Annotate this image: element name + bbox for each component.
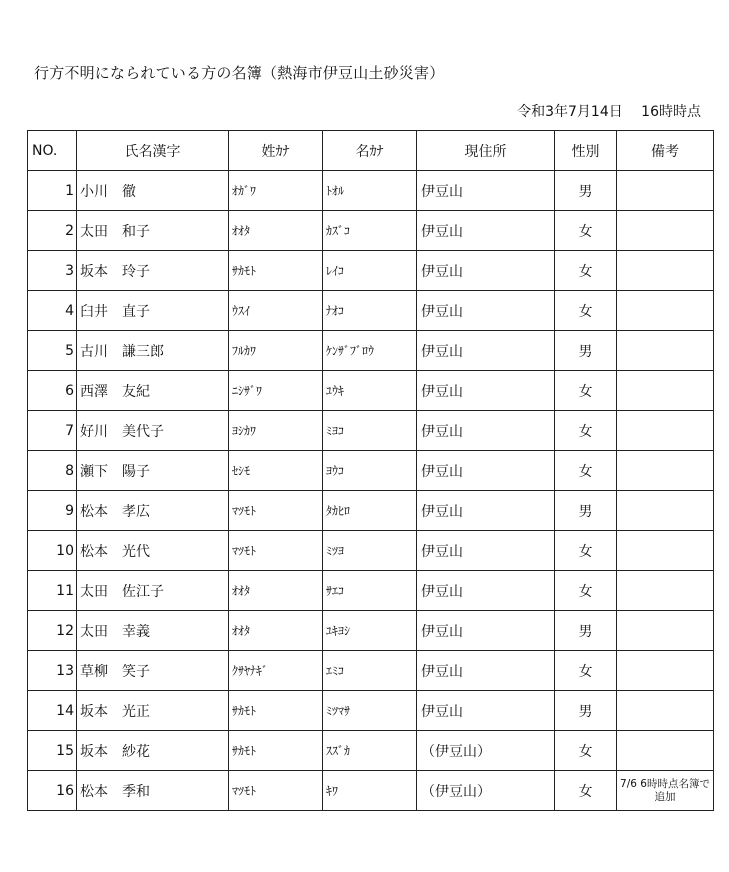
cell-mei-kana: ｴﾐｺ: [323, 651, 417, 691]
cell-name: 松本 孝広: [77, 491, 229, 531]
cell-address: 伊豆山: [417, 171, 555, 211]
header-mei-kana: 名ｶﾅ: [323, 131, 417, 171]
cell-mei-kana: ｹﾝｻﾞﾌﾞﾛｳ: [323, 331, 417, 371]
header-name: 氏名漢字: [77, 131, 229, 171]
cell-mei-kana: ｽｽﾞｶ: [323, 731, 417, 771]
cell-sex: 女: [555, 371, 617, 411]
table-row: [28, 531, 714, 571]
cell-no: 11: [28, 571, 77, 611]
cell-sex: 女: [555, 291, 617, 331]
cell-name: 好川 美代子: [77, 411, 229, 451]
cell-mei-kana: ﾀｶﾋﾛ: [323, 491, 417, 531]
cell-no: 12: [28, 611, 77, 651]
document-date: 令和3年7月14日 16時時点: [517, 104, 701, 120]
cell-sei-kana: ﾏﾂﾓﾄ: [229, 531, 323, 571]
table-row: [28, 571, 714, 611]
cell-sex: 男: [555, 691, 617, 731]
cell-no: 14: [28, 691, 77, 731]
cell-note: [617, 331, 714, 371]
cell-address: 伊豆山: [417, 651, 555, 691]
cell-mei-kana: ｶｽﾞｺ: [323, 211, 417, 251]
cell-sei-kana: ﾏﾂﾓﾄ: [229, 491, 323, 531]
header-sei-kana: 姓ｶﾅ: [229, 131, 323, 171]
table-row: [28, 451, 714, 491]
cell-name: 松本 光代: [77, 531, 229, 571]
cell-name: 坂本 光正: [77, 691, 229, 731]
cell-sex: 女: [555, 251, 617, 291]
cell-address: 伊豆山: [417, 691, 555, 731]
cell-sei-kana: ﾌﾙｶﾜ: [229, 331, 323, 371]
cell-no: 7: [28, 411, 77, 451]
cell-sei-kana: ｵｵﾀ: [229, 611, 323, 651]
cell-sex: 女: [555, 651, 617, 691]
cell-sex: 女: [555, 571, 617, 611]
table-row: [28, 291, 714, 331]
cell-mei-kana: ﾐﾖｺ: [323, 411, 417, 451]
table-row: [28, 411, 714, 451]
cell-sei-kana: ｻｶﾓﾄ: [229, 251, 323, 291]
cell-address: （伊豆山）: [417, 731, 555, 771]
cell-sex: 男: [555, 171, 617, 211]
cell-sei-kana: ｵｵﾀ: [229, 211, 323, 251]
cell-sei-kana: ｸｻﾔﾅｷﾞ: [229, 651, 323, 691]
cell-note: [617, 291, 714, 331]
table-row: [28, 691, 714, 731]
cell-sei-kana: ｵｶﾞﾜ: [229, 171, 323, 211]
cell-note: [617, 171, 714, 211]
cell-name: 松本 季和: [77, 771, 229, 811]
cell-address: 伊豆山: [417, 211, 555, 251]
header-sex: 性別: [555, 131, 617, 171]
cell-sex: 女: [555, 211, 617, 251]
cell-name: 太田 和子: [77, 211, 229, 251]
cell-sei-kana: ﾖｼｶﾜ: [229, 411, 323, 451]
cell-no: 10: [28, 531, 77, 571]
cell-no: 1: [28, 171, 77, 211]
cell-no: 2: [28, 211, 77, 251]
header-row: [28, 131, 714, 171]
table-row: [28, 771, 714, 811]
cell-name: 古川 謙三郎: [77, 331, 229, 371]
cell-note: [617, 491, 714, 531]
cell-note: [617, 251, 714, 291]
cell-name: 坂本 紗花: [77, 731, 229, 771]
cell-sex: 女: [555, 731, 617, 771]
cell-sex: 女: [555, 531, 617, 571]
cell-note: [617, 451, 714, 491]
cell-mei-kana: ｷﾜ: [323, 771, 417, 811]
cell-note: [617, 651, 714, 691]
cell-sei-kana: ﾆｼｻﾞﾜ: [229, 371, 323, 411]
cell-address: 伊豆山: [417, 531, 555, 571]
cell-sei-kana: ｻｶﾓﾄ: [229, 731, 323, 771]
table-row: [28, 651, 714, 691]
cell-sei-kana: ｻｶﾓﾄ: [229, 691, 323, 731]
cell-sex: 男: [555, 331, 617, 371]
cell-note: 7/6 6時時点名簿で追加: [617, 771, 714, 811]
cell-sex: 女: [555, 771, 617, 811]
header-address: 現住所: [417, 131, 555, 171]
table-row: [28, 171, 714, 211]
cell-address: 伊豆山: [417, 331, 555, 371]
cell-no: 9: [28, 491, 77, 531]
cell-mei-kana: ﾐﾂﾖ: [323, 531, 417, 571]
cell-address: 伊豆山: [417, 451, 555, 491]
cell-note: [617, 611, 714, 651]
cell-name: 太田 幸義: [77, 611, 229, 651]
cell-note: [617, 371, 714, 411]
cell-sex: 女: [555, 411, 617, 451]
table-row: [28, 371, 714, 411]
cell-note: [617, 691, 714, 731]
document-title: 行方不明になられている方の名簿（熱海市伊豆山土砂災害）: [34, 64, 445, 82]
cell-mei-kana: ﾕｷﾖｼ: [323, 611, 417, 651]
table-row: [28, 251, 714, 291]
cell-name: 臼井 直子: [77, 291, 229, 331]
cell-mei-kana: ﾅｵｺ: [323, 291, 417, 331]
cell-note: [617, 731, 714, 771]
cell-no: 5: [28, 331, 77, 371]
cell-address: 伊豆山: [417, 371, 555, 411]
missing-persons-table: [27, 130, 714, 811]
table-row: [28, 731, 714, 771]
cell-name: 西澤 友紀: [77, 371, 229, 411]
cell-sex: 男: [555, 611, 617, 651]
cell-address: 伊豆山: [417, 291, 555, 331]
cell-note: [617, 411, 714, 451]
cell-note: [617, 571, 714, 611]
cell-name: 瀬下 陽子: [77, 451, 229, 491]
cell-address: 伊豆山: [417, 571, 555, 611]
table-row: [28, 211, 714, 251]
cell-sei-kana: ｳｽｲ: [229, 291, 323, 331]
cell-address: 伊豆山: [417, 411, 555, 451]
cell-mei-kana: ｻｴｺ: [323, 571, 417, 611]
table-row: [28, 491, 714, 531]
cell-name: 小川 徹: [77, 171, 229, 211]
cell-no: 15: [28, 731, 77, 771]
cell-mei-kana: ﾕｳｷ: [323, 371, 417, 411]
cell-name: 坂本 玲子: [77, 251, 229, 291]
cell-no: 4: [28, 291, 77, 331]
cell-address: 伊豆山: [417, 491, 555, 531]
cell-name: 草柳 笑子: [77, 651, 229, 691]
cell-no: 3: [28, 251, 77, 291]
cell-sei-kana: ｵｵﾀ: [229, 571, 323, 611]
header-note: 備考: [617, 131, 714, 171]
cell-address: （伊豆山）: [417, 771, 555, 811]
cell-note: [617, 211, 714, 251]
cell-address: 伊豆山: [417, 611, 555, 651]
cell-mei-kana: ﾄｵﾙ: [323, 171, 417, 211]
cell-note: [617, 531, 714, 571]
cell-no: 13: [28, 651, 77, 691]
cell-sei-kana: ｾｼﾓ: [229, 451, 323, 491]
cell-mei-kana: ﾐﾂﾏｻ: [323, 691, 417, 731]
cell-sex: 男: [555, 491, 617, 531]
table-row: [28, 331, 714, 371]
cell-no: 16: [28, 771, 77, 811]
cell-sex: 女: [555, 451, 617, 491]
cell-sei-kana: ﾏﾂﾓﾄ: [229, 771, 323, 811]
cell-name: 太田 佐江子: [77, 571, 229, 611]
cell-no: 8: [28, 451, 77, 491]
header-no: NO.: [28, 131, 77, 171]
cell-mei-kana: ﾚｲｺ: [323, 251, 417, 291]
cell-address: 伊豆山: [417, 251, 555, 291]
cell-no: 6: [28, 371, 77, 411]
cell-mei-kana: ﾖｳｺ: [323, 451, 417, 491]
table-row: [28, 611, 714, 651]
